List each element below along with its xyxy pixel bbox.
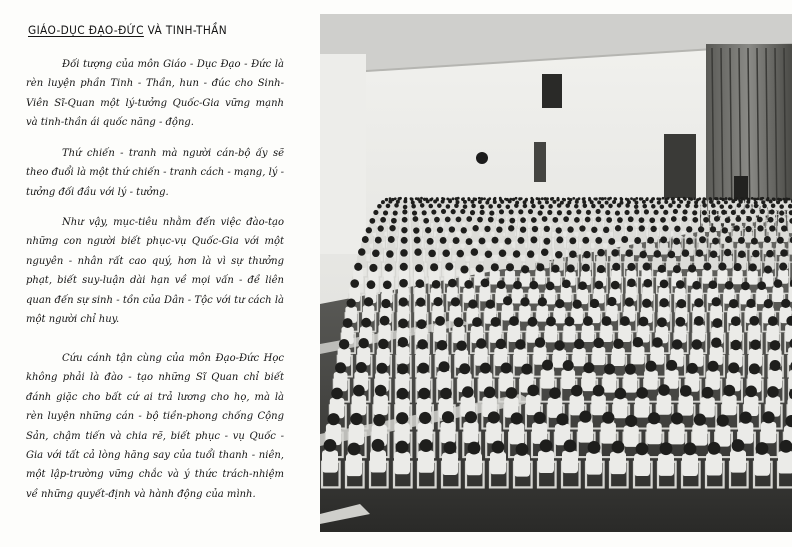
- text-column: [22, 20, 290, 535]
- wall-emblem: [542, 74, 562, 108]
- left-window: [320, 54, 366, 254]
- lecture-hall-photograph: [320, 14, 792, 532]
- paragraph-3-text: Như vậy, mục-tiêu nhằm đến việc đào-tạo những con người biết phục-vụ Quốc-Gia với một nguyên - nhân rất cao quý, hơn là vì sự thưởng phạt, biết suy-luận dài hạn về mọi vấn - đề liên quan đến sự sinh - tồn của Dân - Tộc với tư cách là một người chỉ huy.: [26, 217, 284, 326]
- paragraph-2: [26, 144, 284, 202]
- paragraph-1: [26, 55, 284, 133]
- paragraph-4: [26, 349, 284, 504]
- wall-clock: [476, 152, 488, 164]
- heading-rest: VÀ TINH-THẦN: [143, 23, 228, 37]
- paragraph-1-text: Đối tượng của môn Giáo - Dục Đạo - Đức là rèn luyện phần Tinh - Thần, hun - đúc cho Sinh-Viên Sĩ-Quan một lý-tưởng Quốc-Gia vững mạnh và tinh-thần ái quốc năng - động.: [26, 59, 284, 129]
- paragraph-3: [26, 213, 284, 329]
- paragraph-4-text: Cứu cánh tận cùng của môn Đạo-Đức Học không phải là đào - tạo những Sĩ Quan chỉ biết đánh giặc cho bất cứ ai trả lương cho họ, mà là rèn luyện những cán - bộ tiền-phong chống Cộng Sản, chậm tiến và chia rẽ, biết phục - vụ Quốc - Gia với tất cả lòng hăng say của tuổi thanh - niên, một lập-trường vững chắc và ý thức trách-nhiệm về những quyết-định và hành động của mình.: [26, 353, 284, 500]
- paragraph-2-text: Thứ chiến - tranh mà người cán-bộ ấy sẽ theo đuổi là một thứ chiến - tranh cách - mạng, lý - tưởng đối đầu với lý - tưởng.: [26, 148, 284, 198]
- heading-underlined: GIÁO-DỤC ĐẠO-ĐỨC: [28, 23, 144, 37]
- section-heading: [28, 23, 227, 37]
- photograph-icon: [320, 14, 792, 532]
- side-door: [664, 134, 696, 198]
